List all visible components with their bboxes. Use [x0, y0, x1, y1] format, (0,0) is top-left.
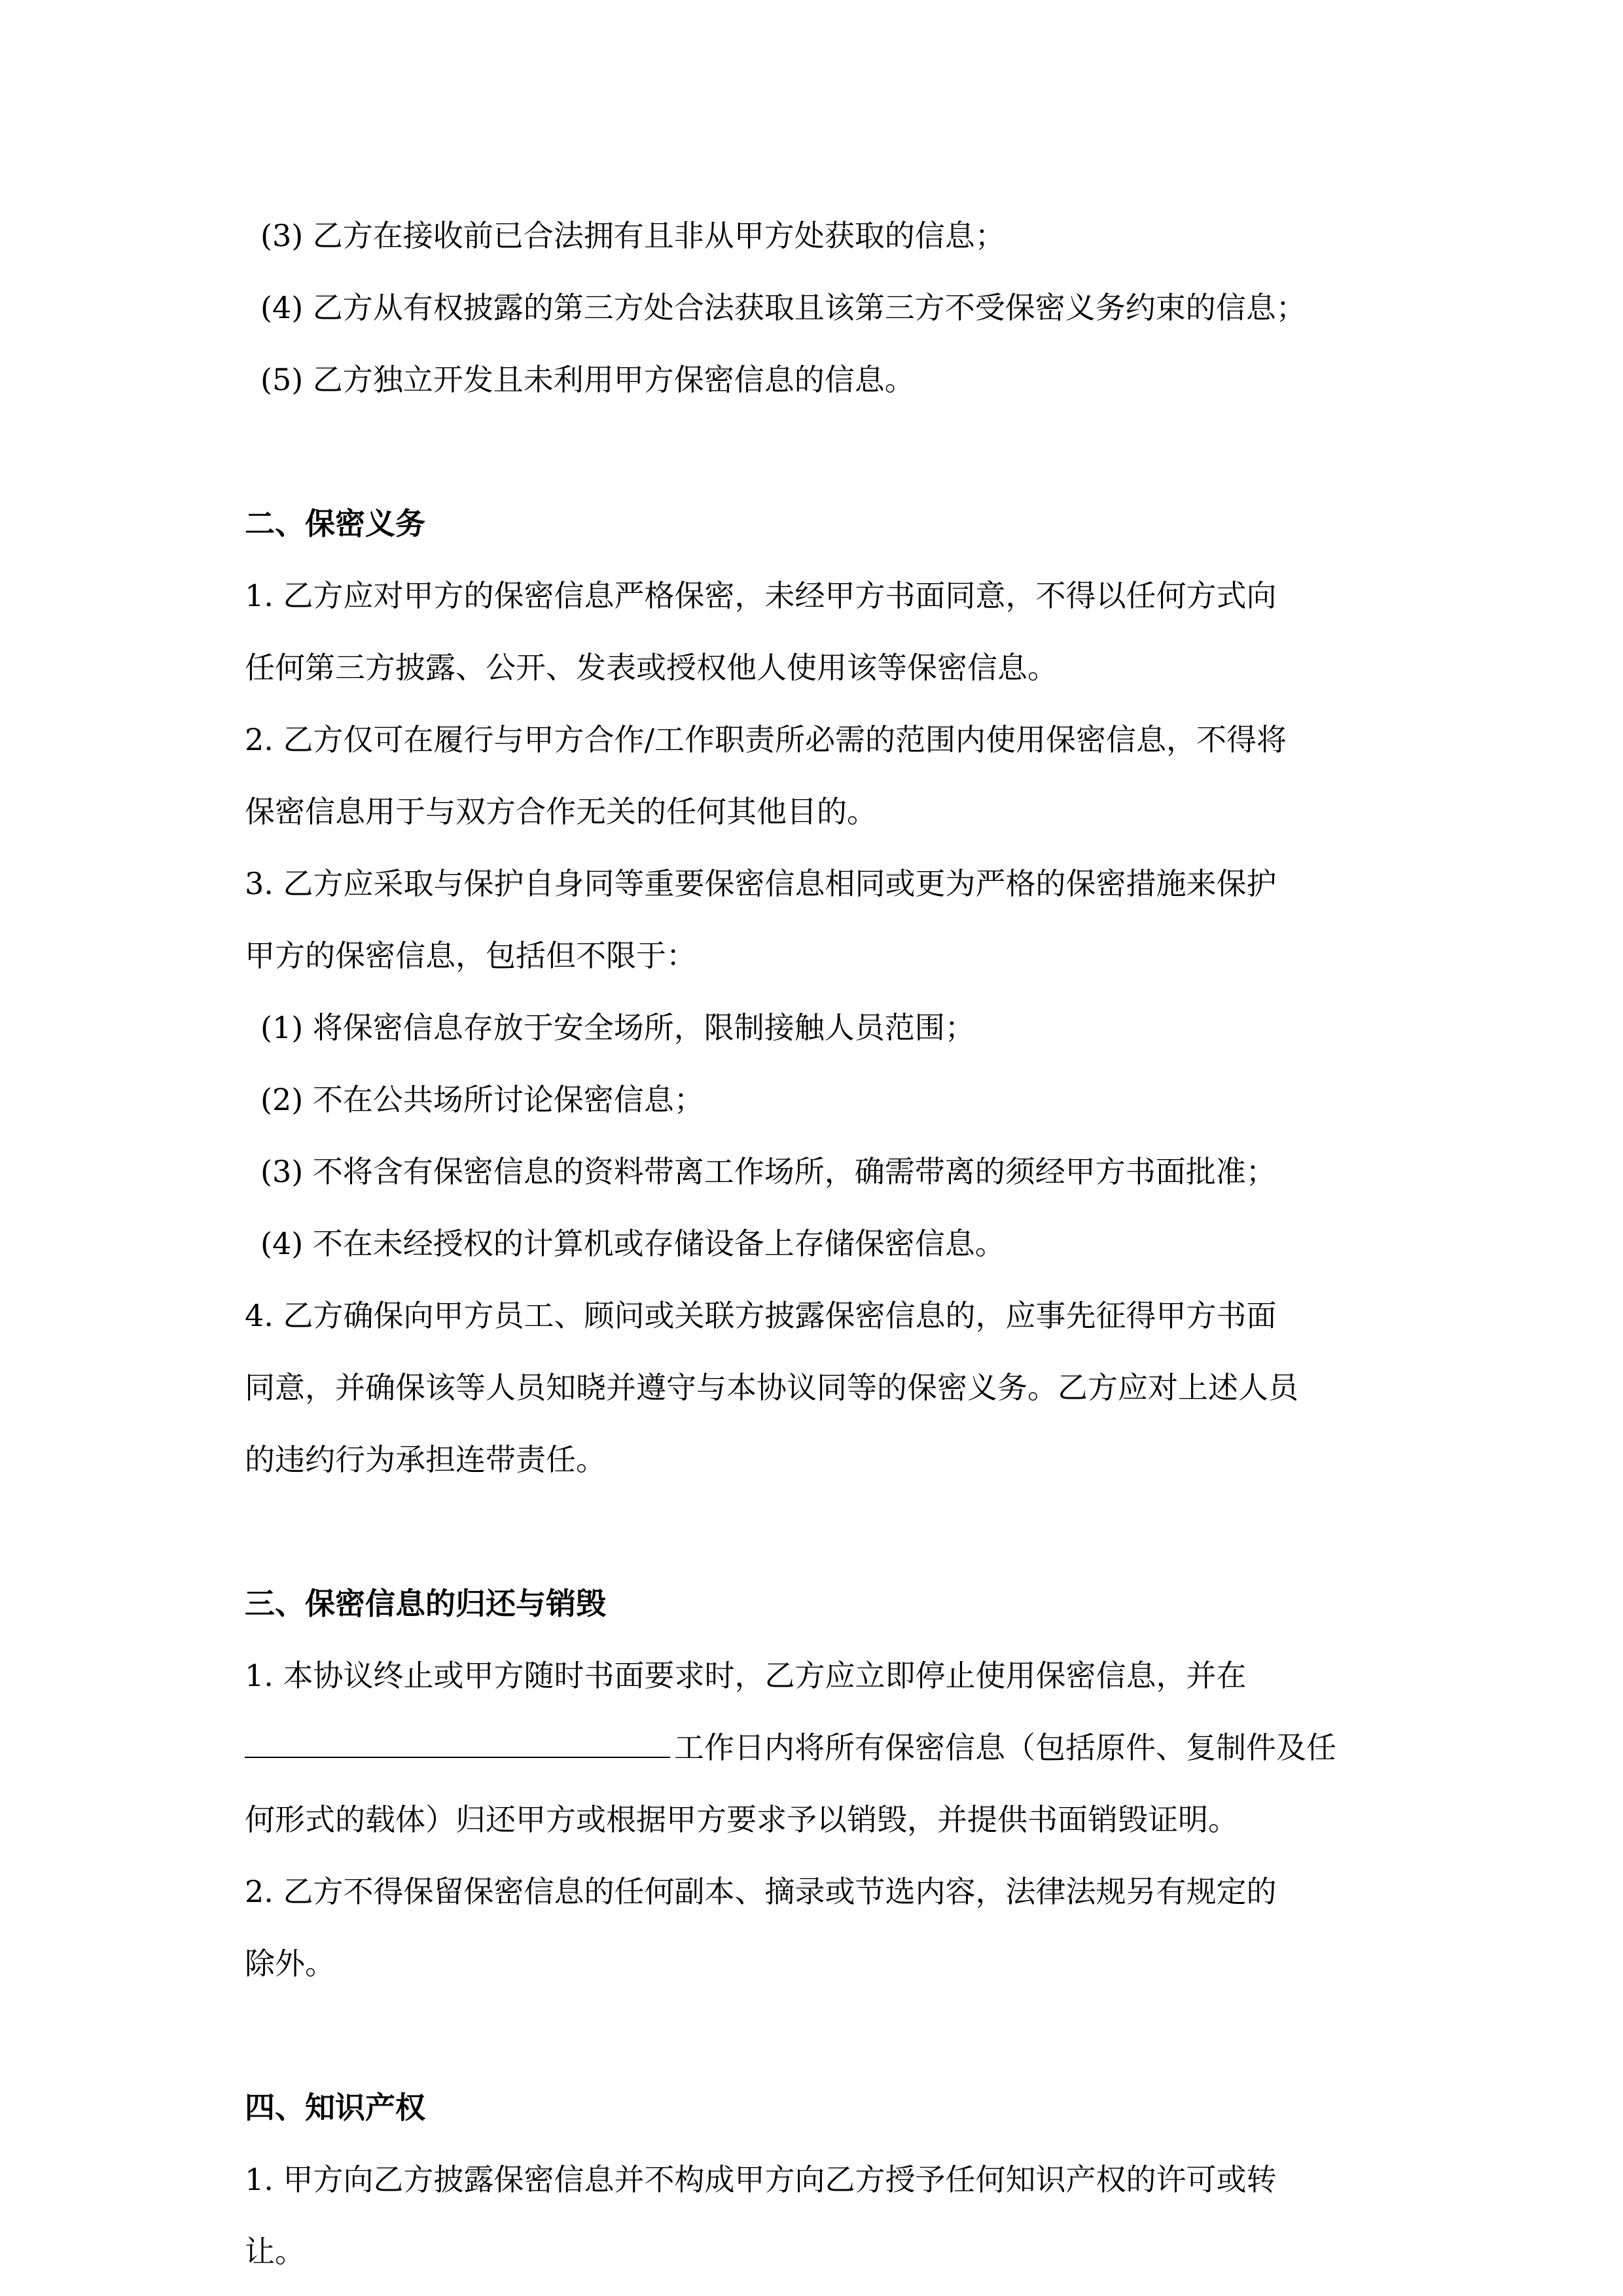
section-2-clause-4-line-1: 4. 乙方确保向甲方员工、顾问或关联方披露保密信息的，应事先征得甲方书面	[245, 1298, 1277, 1333]
section-2-clause-4-line-2: 同意，并确保该等人员知晓并遵守与本协议同等的保密义务。乙方应对上述人员	[245, 1370, 1298, 1405]
section-3-clause-1-line-3: 何形式的载体）归还甲方或根据甲方要求予以销毁，并提供书面销毁证明。	[245, 1802, 1238, 1837]
section-3-clause-2-line-1: 2. 乙方不得保留保密信息的任何副本、摘录或节选内容，法律法规另有规定的	[245, 1874, 1277, 1909]
section-3-clause-1-line-1: 1. 本协议终止或甲方随时书面要求时，乙方应立即停止使用保密信息，并在	[245, 1658, 1247, 1693]
section-4-clause-1-line-2: 让。	[245, 2234, 305, 2269]
section-spacer	[245, 2000, 1391, 2072]
measure-item-3: (3) 不将含有保密信息的资料带离工作场所，确需带离的须经甲方书面批准；	[260, 1154, 1276, 1189]
section-4-title: 四、知识产权	[245, 2090, 425, 2125]
section-2-clause-2-line-2: 保密信息用于与双方合作无关的任何其他目的。	[245, 794, 877, 829]
section-3-clause-1-line-2-text: 工作日内将所有保密信息（包括原件、复制件及任	[674, 1730, 1336, 1765]
section-2-clause-1-line-1: 1. 乙方应对甲方的保密信息严格保密，未经甲方书面同意，不得以任何方式向	[245, 578, 1277, 613]
document-body	[245, 200, 1391, 2287]
section-2-clause-1-line-2: 任何第三方披露、公开、发表或授权他人使用该等保密信息。	[245, 650, 1058, 685]
section-4-clause-1-line-1: 1. 甲方向乙方披露保密信息并不构成甲方向乙方授予任何知识产权的许可或转	[245, 2162, 1277, 2197]
exclusion-item-4: (4) 乙方从有权披露的第三方处合法获取且该第三方不受保密义务约束的信息；	[260, 290, 1306, 325]
section-2-clause-4-line-3: 的违约行为承担连带责任。	[245, 1442, 606, 1477]
section-spacer	[245, 416, 1391, 488]
section-2-clause-3-line-1: 3. 乙方应采取与保护自身同等重要保密信息相同或更为严格的保密措施来保护	[245, 866, 1277, 901]
section-3-clause-2-line-2: 除外。	[245, 1946, 335, 1981]
measure-item-4: (4) 不在未经授权的计算机或存储设备上存储保密信息。	[260, 1226, 1005, 1261]
exclusion-item-3: (3) 乙方在接收前已合法拥有且非从甲方处获取的信息；	[260, 218, 1005, 253]
section-3-title: 三、保密信息的归还与销毁	[245, 1586, 606, 1621]
measure-item-2: (2) 不在公共场所讨论保密信息；	[260, 1082, 704, 1117]
section-spacer	[245, 1496, 1391, 1568]
section-2-title: 二、保密义务	[245, 506, 425, 541]
section-3-clause-1-line-2	[245, 1712, 1391, 1784]
section-2-clause-2-line-1: 2. 乙方仅可在履行与甲方合作/工作职责所必需的范围内使用保密信息，不得将	[245, 722, 1287, 757]
exclusion-item-5: (5) 乙方独立开发且未利用甲方保密信息的信息。	[260, 362, 915, 397]
section-2-clause-3-line-2: 甲方的保密信息，包括但不限于：	[245, 938, 696, 973]
measure-item-1: (1) 将保密信息存放于安全场所，限制接触人员范围；	[260, 1010, 975, 1045]
blank-fill-line[interactable]	[245, 1731, 670, 1758]
